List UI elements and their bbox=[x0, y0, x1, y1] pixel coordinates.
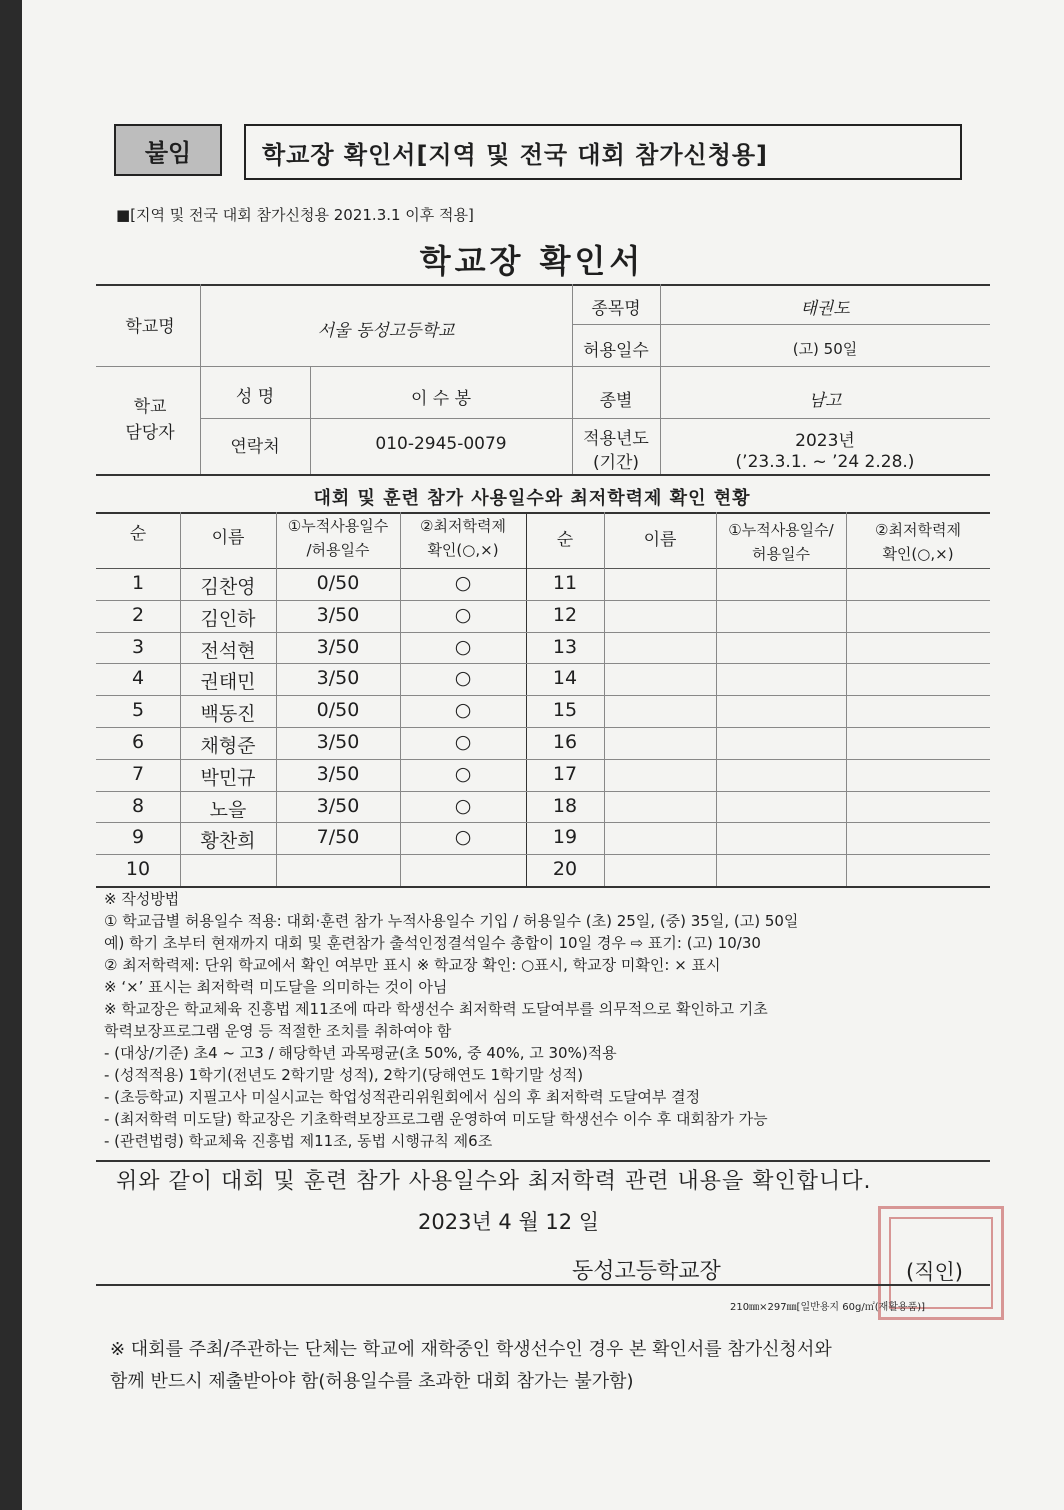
category-value: 남고 bbox=[808, 391, 842, 411]
note-line: - (관련법령) 학교체육 진흥법 제11조, 동법 시행규칙 제6조 bbox=[104, 1132, 493, 1150]
used-days: 0/50 bbox=[316, 699, 360, 722]
document-title: 학교장 확인서 bbox=[419, 242, 645, 280]
note-line: 학력보장프로그램 운영 등 적절한 조치를 취하여야 함 bbox=[104, 1022, 452, 1040]
row-number-right: 16 bbox=[552, 731, 578, 753]
used-days: 3/50 bbox=[316, 635, 360, 658]
paper-spec: 210㎜×297㎜[일반용지 60g/㎡(재활용품)] bbox=[730, 1302, 926, 1313]
used-days: 3/50 bbox=[316, 731, 360, 753]
note-line: ※ 학교장은 학교체육 진흥법 제11조에 따라 학생선수 최저학력 도달여부를 의무적으로 확인하고 기초 bbox=[104, 1000, 768, 1018]
used-days: 7/50 bbox=[316, 826, 360, 849]
school-label: 학교명 bbox=[125, 317, 175, 337]
row-number: 7 bbox=[131, 762, 145, 785]
academic-check: ○ bbox=[454, 603, 472, 626]
sport-label: 종목명 bbox=[591, 299, 641, 319]
student-name: 채형준 bbox=[200, 735, 256, 757]
applicability-note: ■[지역 및 전국 대회 참가신청용 2021.3.1 이후 적용] bbox=[116, 206, 474, 224]
student-name: 백동진 bbox=[200, 703, 256, 726]
name-value: 이 수 봉 bbox=[410, 389, 472, 409]
row-number: 4 bbox=[131, 667, 145, 690]
row-number: 5 bbox=[131, 699, 145, 722]
contact-label: 연락처 bbox=[230, 437, 280, 457]
note-line: ② 최저학력제: 단위 학교에서 확인 여부만 표시 ※ 학교장 확인: ○표시, 학교장 미확인: × 표시 bbox=[104, 956, 721, 974]
attachment-tag: 붙임 bbox=[114, 124, 222, 176]
year-label-line1: 적용년도 bbox=[583, 429, 649, 449]
academic-check: ○ bbox=[454, 731, 472, 753]
student-name: 김인하 bbox=[200, 607, 256, 630]
academic-check: ○ bbox=[454, 699, 472, 722]
note-line: - (초등학교) 지필고사 미실시교는 학업성적관리위원회에서 심의 후 최저학력 도달여부 결정 bbox=[104, 1088, 701, 1106]
allowed-days-label: 허용일수 bbox=[583, 341, 649, 361]
academic-check: ○ bbox=[454, 635, 472, 658]
col-days-header-2: /허용일수 bbox=[306, 541, 370, 559]
footnote-line-2: 함께 반드시 제출받아야 함(허용일수를 초과한 대회 참가는 불가함) bbox=[110, 1371, 634, 1392]
note-line: 예) 학기 초부터 현재까지 대회 및 훈련참가 출석인정결석일수 총합이 10일 경우 ⇨ 표기: (고) 10/30 bbox=[104, 934, 761, 952]
row-number-right: 11 bbox=[552, 572, 578, 594]
row-number-right: 18 bbox=[552, 794, 578, 817]
student-name: 노을 bbox=[209, 798, 247, 821]
sport-value: 태권도 bbox=[800, 299, 850, 319]
academic-check: ○ bbox=[454, 762, 472, 785]
col-days-header-right-2: 허용일수 bbox=[752, 545, 810, 563]
row-number-right: 17 bbox=[552, 762, 578, 785]
row-number-right: 19 bbox=[552, 826, 578, 849]
footnote-line-1: ※ 대회를 주최/주관하는 단체는 학교에 재학중인 학생선수인 경우 본 확인서를 참가신청서와 bbox=[110, 1339, 832, 1360]
usage-table-title: 대회 및 훈련 참가 사용일수와 최저학력제 확인 현황 bbox=[313, 488, 751, 509]
row-number: 10 bbox=[125, 858, 151, 881]
row-number-right: 12 bbox=[552, 603, 578, 626]
used-days: 3/50 bbox=[316, 794, 360, 817]
student-name: 황찬희 bbox=[200, 830, 256, 853]
row-number: 8 bbox=[131, 794, 145, 817]
contact-value: 010-2945-0079 bbox=[375, 434, 507, 454]
seal-label: (직인) bbox=[906, 1260, 963, 1284]
col-no-header-right: 순 bbox=[556, 530, 574, 550]
student-name: 전석현 bbox=[200, 639, 256, 662]
category-label: 종별 bbox=[599, 391, 633, 411]
col-name-header: 이름 bbox=[211, 528, 245, 548]
student-name: 김찬영 bbox=[200, 576, 256, 598]
note-line: - (최저학력 미도달) 학교장은 기초학력보장프로그램 운영하여 미도달 학생선수 이수 후 대회참가 가능 bbox=[104, 1110, 768, 1128]
school-value: 서울 동성고등학교 bbox=[317, 321, 455, 341]
row-number: 1 bbox=[131, 572, 145, 594]
manager-label-line2: 담당자 bbox=[125, 423, 175, 443]
used-days: 3/50 bbox=[316, 762, 360, 785]
year-value-line2: (’23.3.1. ~ ’24 2.28.) bbox=[735, 452, 915, 472]
used-days: 0/50 bbox=[316, 572, 360, 594]
principal-name: 동성고등학교장 bbox=[572, 1259, 721, 1284]
academic-check: ○ bbox=[454, 572, 472, 594]
academic-check: ○ bbox=[454, 667, 472, 690]
note-line: ※ 작성방법 bbox=[104, 890, 180, 908]
note-line: ※ ‘×’ 표시는 최저학력 미도달을 의미하는 것이 아님 bbox=[104, 978, 448, 996]
row-number-right: 14 bbox=[552, 667, 578, 690]
row-number: 3 bbox=[131, 635, 145, 658]
academic-check: ○ bbox=[454, 826, 472, 849]
col-days-header-1: ①누적사용일수 bbox=[287, 517, 389, 535]
year-value-line1: 2023년 bbox=[795, 431, 855, 451]
used-days: 3/50 bbox=[316, 667, 360, 690]
col-academic-header-2: 확인(○,×) bbox=[427, 541, 499, 559]
allowed-days-value: (고) 50일 bbox=[792, 340, 858, 358]
student-name: 박민규 bbox=[200, 766, 256, 789]
used-days: 3/50 bbox=[316, 603, 360, 626]
col-academic-header-1: ②최저학력제 bbox=[420, 517, 506, 535]
row-number-right: 13 bbox=[552, 635, 578, 658]
issue-date: 2023년 4 월 12 일 bbox=[418, 1210, 600, 1234]
student-name: 권태민 bbox=[200, 671, 256, 694]
row-number-right: 15 bbox=[552, 699, 578, 722]
note-line: - (대상/기준) 초4 ~ 고3 / 해당학년 과목평균(초 50%, 중 40%, 고 30%)적용 bbox=[104, 1044, 617, 1062]
row-number: 9 bbox=[131, 826, 145, 849]
header-title: 학교장 확인서[지역 및 전국 대회 참가신청용] bbox=[244, 124, 962, 180]
name-label: 성 명 bbox=[235, 387, 275, 407]
row-number: 6 bbox=[131, 731, 145, 753]
col-academic-header-right-1: ②최저학력제 bbox=[875, 521, 961, 539]
row-number: 2 bbox=[131, 603, 145, 626]
writing-instructions bbox=[104, 888, 1004, 1152]
col-academic-header-right-2: 확인(○,×) bbox=[882, 545, 954, 563]
row-number-right: 20 bbox=[552, 858, 578, 881]
col-days-header-right-1: ①누적사용일수/ bbox=[728, 521, 834, 539]
note-line: ① 학교급별 허용일수 적용: 대회·훈련 참가 누적사용일수 기입 / 허용일수 (초) 25일, (중) 35일, (고) 50일 bbox=[104, 912, 799, 930]
submission-footnote bbox=[110, 1334, 832, 1398]
year-label-line2: (기간) bbox=[592, 453, 640, 473]
col-no-header: 순 bbox=[129, 524, 147, 544]
academic-check: ○ bbox=[454, 794, 472, 817]
manager-label-line1: 학교 bbox=[133, 397, 167, 417]
note-line: - (성적적용) 1학기(전년도 2학기말 성적), 2학기(당해연도 1학기말 성적) bbox=[104, 1066, 584, 1084]
folder-edge bbox=[0, 0, 22, 1510]
col-name-header-right: 이름 bbox=[643, 530, 677, 550]
confirmation-statement: 위와 같이 대회 및 훈련 참가 사용일수와 최저학력 관련 내용을 확인합니다. bbox=[116, 1169, 872, 1194]
